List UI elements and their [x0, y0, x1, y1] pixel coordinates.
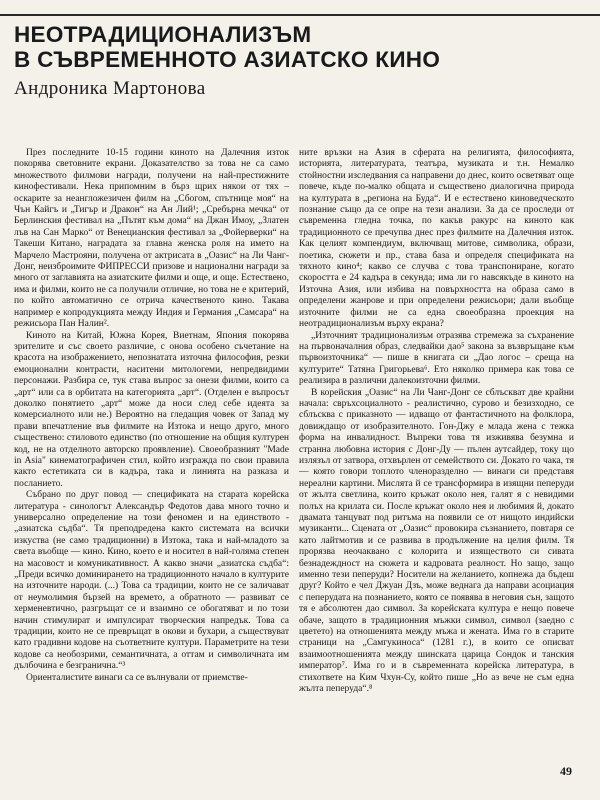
paragraph: Киното на Китай, Южна Корея, Виетнам, Япония покорява зрителите и със своето различие, с онова особено съчетание на красота на изображението, непознатата източна философия, резки емоционални контрасти, наситени митологеми, непредвидими персонажи. Разбира се, тук става въпрос за онези филми, които са „арт“ или са в орбитата на категорията „арт“. (Отделен е въпросът доколко понятието „арт“ може да носи след себе идеята за комерсиалното или не.) Вероятно на гледащия човек от Запад му прави впечатление във филмите на Изтока и нещо друго, много съществено: стиловото единство (по отношение на общия културен код, не на отделното авторско проявление). Своеобразният "Made in Asia" кинематографичен стил, който изгражда по свои правила както естетиката си в кадъра, така и линията на разказа и посланието.: [14, 330, 289, 489]
paragraph: Събрано по друг повод — спецификата на старата корейска литература - синологът Александър Федотов дава много точно и универсално определение на този феномен и на единството - „азиатска съдба“. Тя преподредена както системата на всички изкуства (не само традиционни) в Изтока, така и най-младото за света въобще — кино. Кино, което е и носител в най-голяма степен на масовост и комуникативност. А какво значи „азиатска съдба“: „Преди всичко доминирането на традиционното начало в културите на източните народи. (...) Това са традиции, които не се заличават от неумолимия бързей на времето, а обратното — развиват се херменевтично, разгръщат се и взаимно се обогатяват и по този начин стимулират и импулсират творческия напредък. Това са традиции, които не се превръщат в окови и бухари, а съществуват като градивни кодове на съответните култури. Параметрите на тези кодове са необозрими, семантичната, а оттам и символичната им дълбочина е безгранична.“³: [14, 490, 289, 672]
article-title: [14, 22, 584, 72]
title-line: НЕОТРАДИЦИОНАЛИЗЪМ: [14, 22, 312, 47]
paragraph: В корейския „Оазис“ на Ли Чанг-Донг се сблъскват две крайни начала: свръхсоциалното - реалистично, сурово и безизходно, се сблъсква с приказното — идващо от фантастичното на фолклора, довиждащо от изобразителното. Гон-Джу е млада жена с тежка форма на инвалидност. Въпреки това тя изживява безумна и странна любовна история с Донг-Ду — пълен аутсайдер, току що излязъл от затвора, отхвърлен от семейството си. Докато го чака, тя — която говори топлото членоразделно — винаги си представя нереални картини. Мислята й се трансформира в изящни пеперуди от жълта светлина, които кръжат около нея, галят я с невидими полъх на крилата си. После кръжат около нея и любимия й, докато двамата танцуват под ритъма на появили се от нищото индийски музиканти... Сцената от „Оазис“ провокира съзнанието, повтаря се като лайтмотив и се развива в продължение на целия филм. Тя прорязва неочаквано с колорита и изяществото си сивата безнадеждност на сюжета и кадровата реалност. Но защо, защо именно тези пеперуди? Носители на желанието, копнежа да бъдеш друг? Който е чел Джуан Дзъ, може веднага да направи асоциация с пеперудата на познанието, която се появява в неговия сън, защото тя е абсолютен дао символ. За корейската култура е нещо повече обаче, защото в традиционния мъжки символ, символ (заедно с цветето) на отношенията между мъжа и жената. Има го в старите страници на „Самгукиноса“ (1281 г.), в които се описват взаимоотношенията между шинската царица Сондок и танския император⁷. Има го и в съвременната корейска литература, в стихответе на Ким Чхун-Су, който пише „Но аз вече не съм една жълта пеперуда“.⁸: [299, 387, 574, 695]
paragraph: „Източният традиционализъм отразява стремежа за съхранение на първоначалния образ, следвайки дао⁵ закона за възвръщане към първоизточника“ — пише в книгата си „Дао логос – среща на културите“ Татяна Григорьева⁶. Ето няколко примера как това се реализира в различни далекоизточни филми.: [299, 330, 574, 387]
column-right: [299, 148, 574, 758]
title-line: В СЪВРЕМЕННОТО АЗИАТСКО КИНО: [14, 47, 441, 72]
author-name: Андроника Мартонова: [14, 78, 206, 99]
paragraph: ните връзки на Азия в сферата на религията, философията, историята, литературата, театъра, музиката и т.н. Немалко стойностни изследвания са направени до днес, които осветяват още повече, къде по-малко общата и съществено диалогична природа на културата в „региона на Буда“. И е естествено киноведческото познание също да се опре на тези анализи. За да се проследи от съвременна гледна точка, по какъв ракурс на киното как традиционното се пречупва днес през филмите на Далечния изток. Как целият компендиум, включващ митове, символика, образи, поетика, сюжети и пр., става база и определя спецификата на тяхното кино⁴; какво се случва с това транспониране, когато скоростта е 24 кадъра в секунда; има ли го навсякъде в киното на Източна Азия, или избива на повърхността на образа само в определени жанрове и при определени режисьори; дали въобще източните филми не са една своеобразна проекция на неотрадиционализъм върху екрана?: [299, 148, 574, 330]
paragraph: Ориенталистите винаги са се вълнували от приемстве-: [26, 672, 248, 683]
paragraph: През последните 10-15 години киното на Далечния изток покорява световните екрани. Доказателство за това не са само множеството филмови награди, получени на най-престижните кинофестивали. Нека припомним в бърз щрих някои от тях – оскарите за неангложезичен филм на „Сбогом, спътнице моя“ на Чън Кайгъ и „Тигър и Дракон“ на Ан Лий¹; „Сребърна мечка“ от Берлинския фестивал на „Пътят към дома“ на Джан Имоу, „Златен лъв на Сан Марко“ от Венецианския фестивал за „Фойерверки“ на Такеши Китано, наградата за главна женска роля на името на Марчело Мастрояни, получена от актрисата в „Оазис“ на Ли Чанг-Донг, неизброимите ФИПРЕССИ призове и национални награди за много от заглавията на азиатските филми и още, и още. Естествено, има и филми, които не са получили отличие, но това не е критерий, по който автоматично се отрича качественото кино. Такава например е копродукцията между Индия и Германия „Самсара“ на режисьора Пан Налин².: [14, 148, 289, 330]
article-body: [14, 148, 574, 758]
column-left: [14, 148, 289, 758]
page-number: 49: [560, 764, 572, 778]
top-rule: [0, 14, 600, 16]
